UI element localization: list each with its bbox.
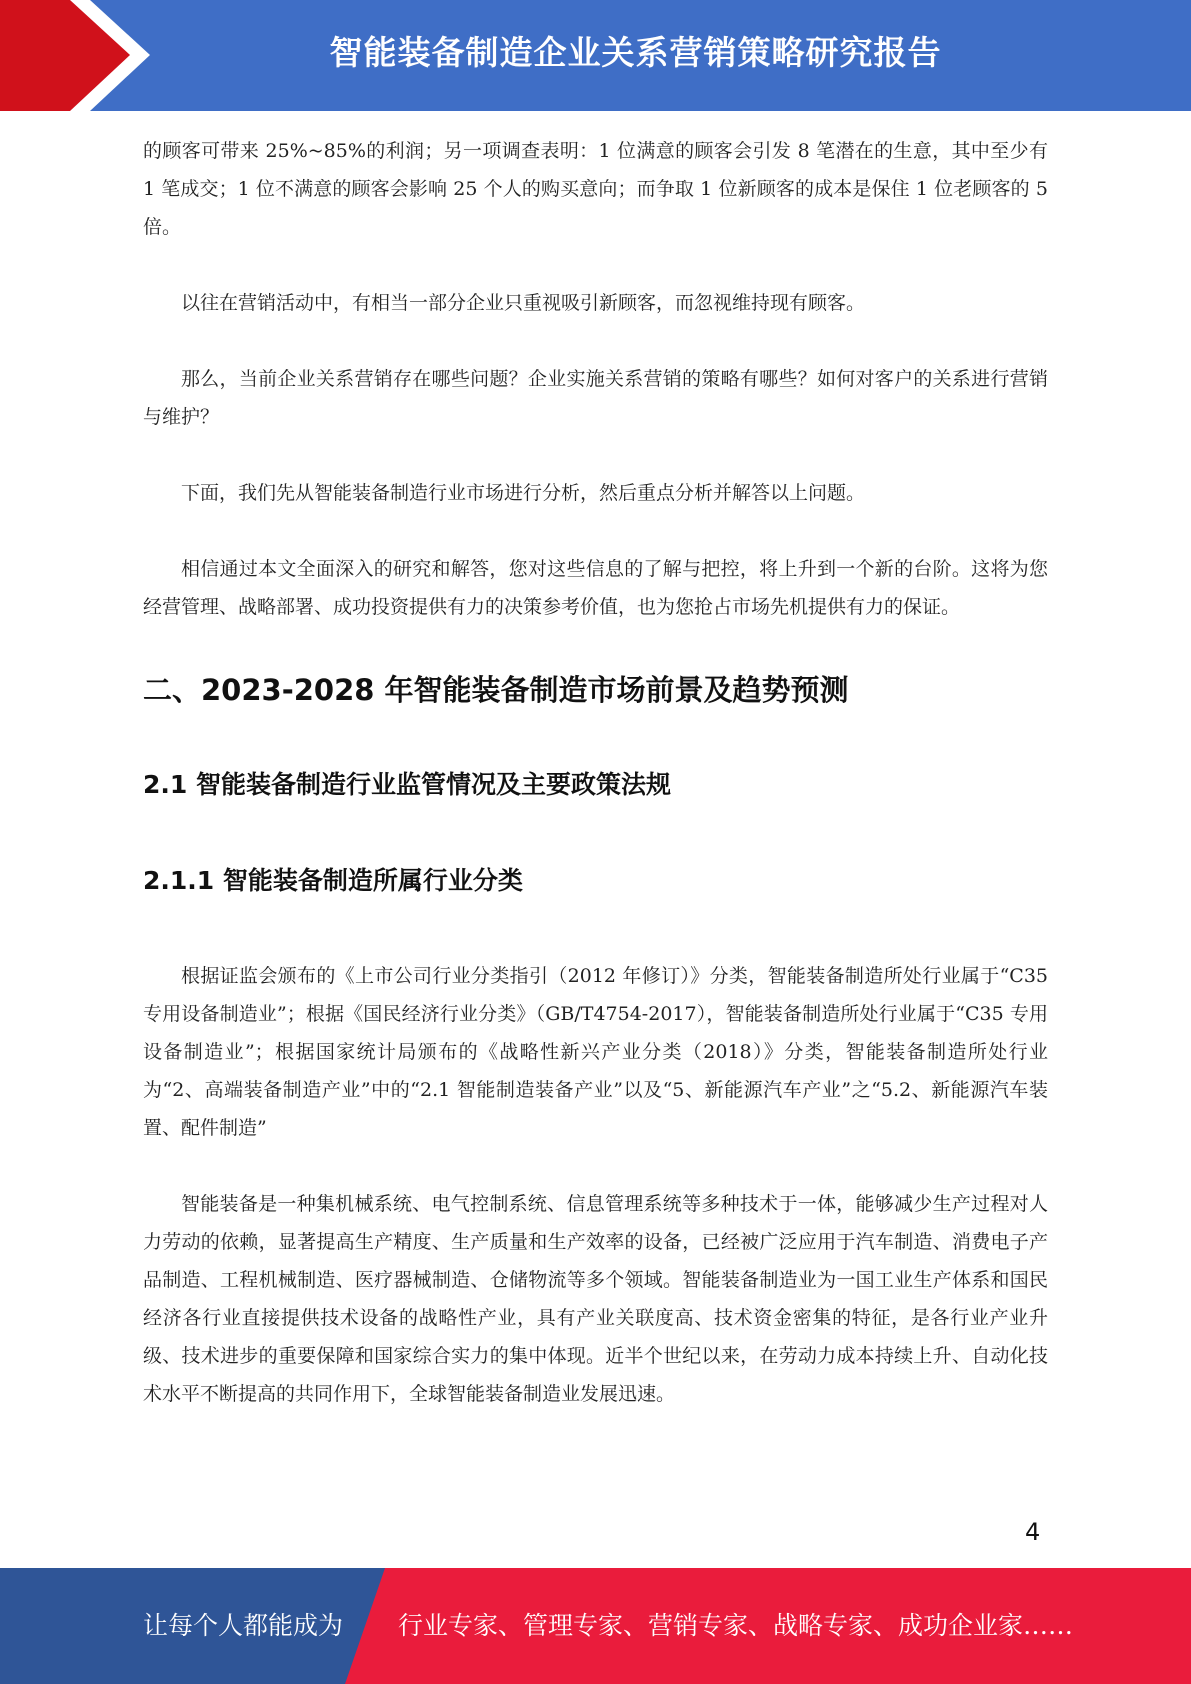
paragraph: 相信通过本文全面深入的研究和解答，您对这些信息的了解与把控，将上升到一个新的台阶。这将为您经营管理、战略部署、成功投资提供有力的决策参考价值，也为您抢占市场先机提供有力的保证。	[143, 558, 1048, 618]
paragraph: 那么，当前企业关系营销存在哪些问题？企业实施关系营销的策略有哪些？如何对客户的关系进行营销与维护？	[143, 368, 1048, 428]
paragraph: 以往在营销活动中，有相当一部分企业只重视吸引新顾客，而忽视维持现有顾客。	[181, 292, 866, 314]
subsection-heading: 2.1 智能装备制造行业监管情况及主要政策法规	[143, 770, 671, 799]
paragraph: 根据证监会颁布的《上市公司行业分类指引（2012 年修订）》分类，智能装备制造所处行业属于“C35 专用设备制造业”；根据《国民经济行业分类》（GB/T4754-2017），智能装备制造所处行业属于“C35 专用设备制造业”；根据国家统计局颁布的《战略性新兴产业分类（2018）》分类，智能装备制造所处行业为“2、高端装备制造产业”中的“2.1 智能制造装备产业”以及“5、新能源汽车产业”之“5.2、新能源汽车装置、配件制造”	[143, 965, 1048, 1139]
footer-slogan-right: 行业专家、管理专家、营销专家、战略专家、成功企业家……	[398, 1611, 1074, 1640]
report-title: 智能装备制造企业关系营销策略研究报告	[329, 33, 942, 72]
paragraph: 智能装备是一种集机械系统、电气控制系统、信息管理系统等多种技术于一体，能够减少生产过程对人力劳动的依赖，显著提高生产精度、生产质量和生产效率的设备，已经被广泛应用于汽车制造、消费电子产品制造、工程机械制造、医疗器械制造、仓储物流等多个领域。智能装备制造业为一国工业生产体系和国民经济各行业直接提供技术设备的战略性产业，具有产业关联度高、技术资金密集的特征，是各行业产业升级、技术进步的重要保障和国家综合实力的集中体现。近半个世纪以来，在劳动力成本持续上升、自动化技术水平不断提高的共同作用下，全球智能装备制造业发展迅速。	[143, 1193, 1048, 1405]
paragraph: 下面，我们先从智能装备制造行业市场进行分析，然后重点分析并解答以上问题。	[181, 482, 866, 504]
subsubsection-heading: 2.1.1 智能装备制造所属行业分类	[143, 866, 523, 895]
page-number: 4	[1025, 1518, 1041, 1546]
page-footer	[0, 1568, 1191, 1684]
paragraph: 的顾客可带来 25%~85%的利润；另一项调查表明：1 位满意的顾客会引发 8 笔潜在的生意，其中至少有 1 笔成交；1 位不满意的顾客会影响 25 个人的购买意向；而争取 1 位新顾客的成本是保住 1 位老顾客的 5 倍。	[143, 140, 1048, 238]
page-content	[143, 132, 1048, 1451]
page-header	[0, 0, 1191, 111]
section-heading: 二、2023-2028 年智能装备制造市场前景及趋势预测	[143, 673, 849, 707]
header-arrow-decoration	[0, 0, 160, 111]
footer-slogan-left: 让每个人都能成为	[143, 1611, 344, 1640]
